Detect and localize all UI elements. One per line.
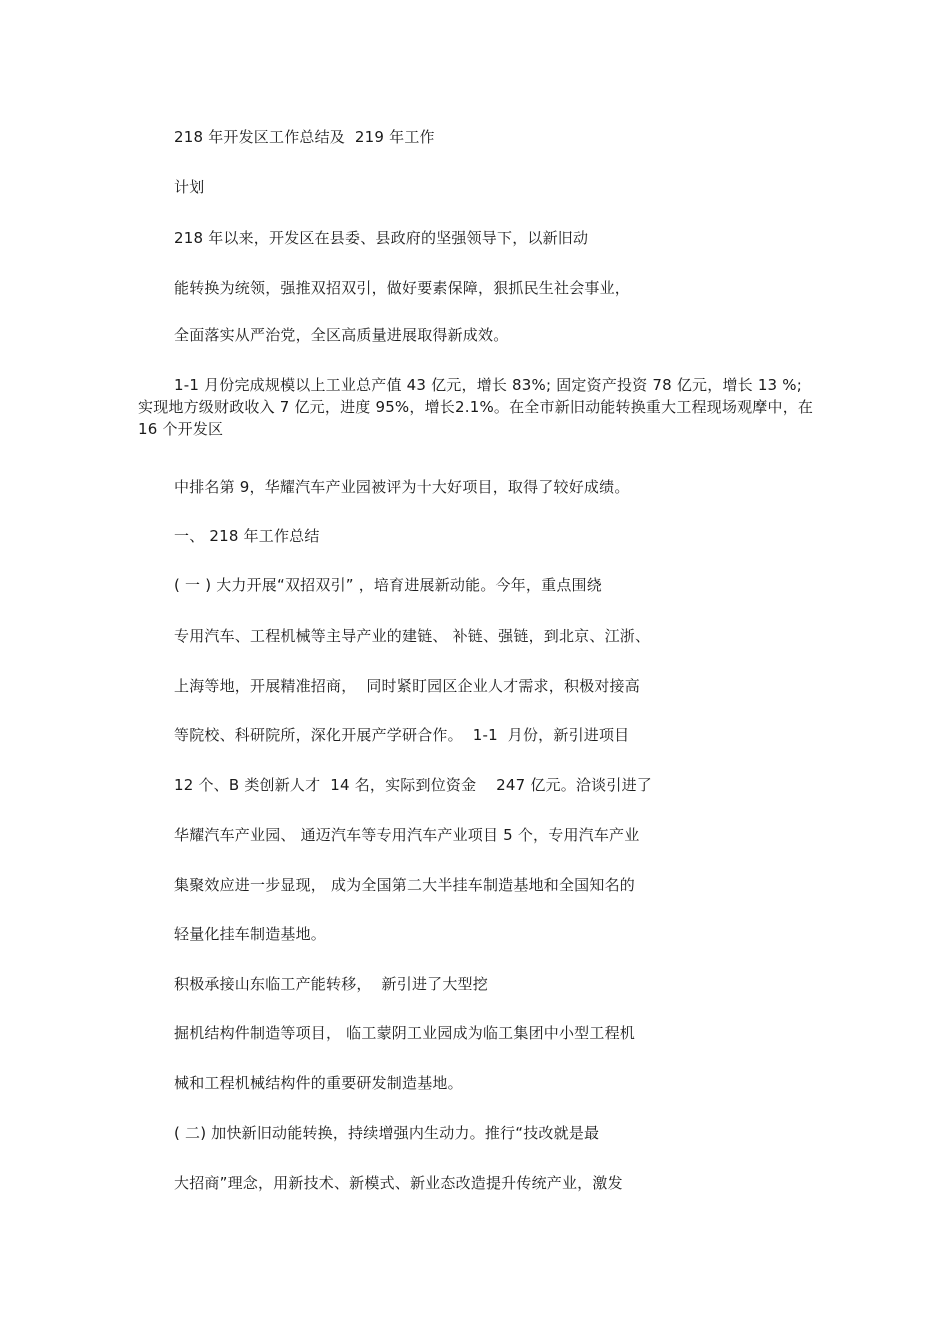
sub2-line: ( 二) 加快新旧动能转换，持续增强内生动力。推行“技改就是最 [174,1124,600,1142]
document-title-line-1: 218 年开发区工作总结及 219 年工作 [174,128,435,146]
document-title-line-2: 计划 [174,178,205,196]
sub1-line: 专用汽车、工程机械等主导产业的建链、 补链、强链，到北京、江浙、 [174,627,651,645]
stats-paragraph-text: 1-1 月份完成规模以上工业总产值 43 亿元，增长 83%; 固定资产投资 78 亿元，增长 13 %; 实现地方级财政收入 7 亿元，进度 95%，增长2.1%。在全市新旧动能转换重大工程现场观摩中，在 16 个开发区 [138,376,814,438]
sub1-line: 轻量化挂车制造基地。 [174,925,327,943]
sub1-line: 掘机结构件制造等项目， 临工蒙阴工业园成为临工集团中小型工程机 [174,1024,635,1042]
sub1-line: 上海等地，开展精准招商， 同时紧盯园区企业人才需求，积极对接高 [174,677,640,695]
sub1-line: 械和工程机械结构件的重要研发制造基地。 [174,1074,463,1092]
sub2-line: 大招商”理念，用新技术、新模式、新业态改造提升传统产业，激发 [174,1174,623,1192]
intro-line-2: 能转换为统领，强推双招双引，做好要素保障，狠抓民生社会事业， [174,279,631,297]
sub1-line: 集聚效应进一步显现， 成为全国第二大半挂车制造基地和全国知名的 [174,876,635,894]
stats-paragraph [138,374,818,440]
stats-continuation: 中排名第 9，华耀汽车产业园被评为十大好项目，取得了较好成绩。 [174,478,630,496]
sub1-line: 积极承接山东临工产能转移， 新引进了大型挖 [174,975,488,993]
intro-line-3: 全面落实从严治党，全区高质量进展取得新成效。 [174,326,509,344]
sub1-line: 华耀汽车产业园、 通迈汽车等专用汽车产业项目 5 个，专用汽车产业 [174,826,640,844]
section-1-heading: 一、 218 年工作总结 [174,527,320,545]
sub1-line: 等院校、科研院所，深化开展产学研合作。 1-1 月份，新引进项目 [174,726,630,744]
intro-line-1: 218 年以来，开发区在县委、县政府的坚强领导下，以新旧动 [174,229,589,247]
sub1-line: ( 一 ) 大力开展“双招双引” ，培育进展新动能。今年，重点围绕 [174,576,602,594]
sub1-line: 12 个、B 类创新人才 14 名，实际到位资金 247 亿元。洽谈引进了 [174,776,652,794]
